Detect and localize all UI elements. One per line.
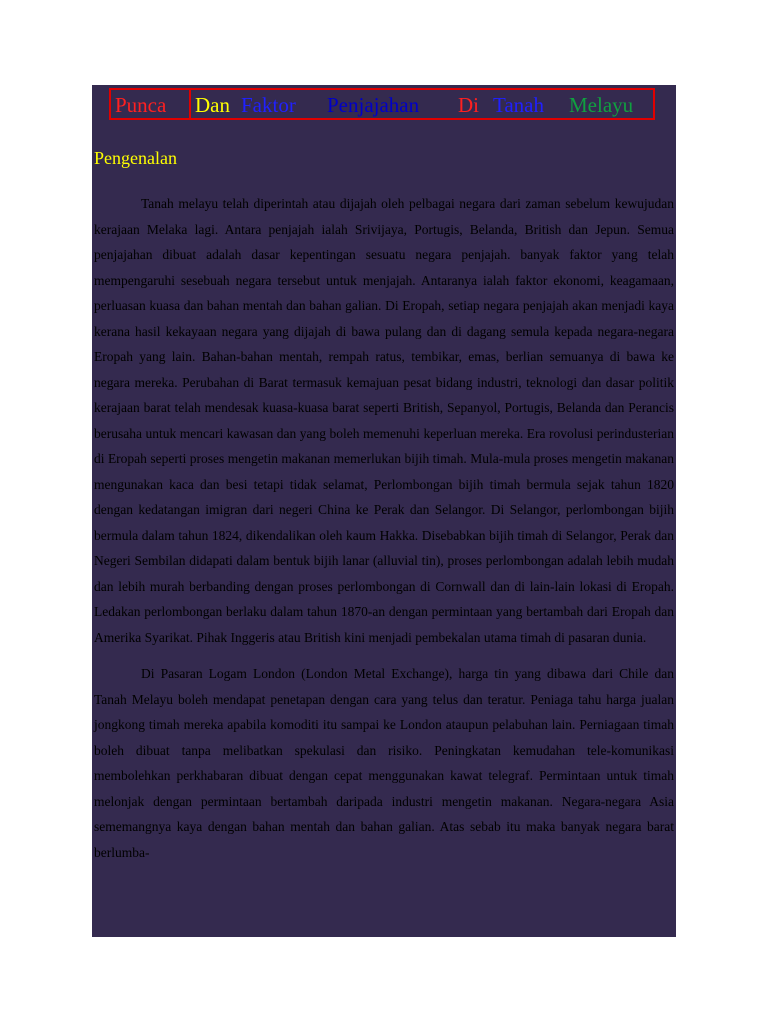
- title-divider: [189, 88, 191, 120]
- title-word-tanah: Tanah: [493, 93, 545, 117]
- document-title: [109, 88, 655, 120]
- title-word-faktor: Faktor: [241, 93, 296, 117]
- paragraph-1: Tanah melayu telah diperintah atau dijajah oleh pelbagai negara dari zaman sebelum kewujudan kerajaan Melaka lagi. Antara penjajah ialah Srivijaya, Portugis, Belanda, British dan Jepun. Semua penjajahan dibuat adalah dasar kepentingan sesuatu negara penjajah. banyak faktor yang telah mempengaruhi sesebuah negara tersebut untuk menjajah. Antaranya ialah faktor ekonomi, keagamaan, perluasan kuasa dan bahan mentah dan bahan galian. Di Eropah, setiap negara penjajah akan menjadi kaya kerana hasil kekayaan negara yang dijajah di bawa pulang dan di dagang semula kepada negara-negara Eropah yang lain. Bahan-bahan mentah, rempah ratus, tembikar, emas, berlian semuanya di bawa ke negara mereka. Perubahan di Barat termasuk kemajuan pesat bidang industri, teknologi dan dasar politik kerajaan barat telah mendesak kuasa-kuasa barat seperti British, Sepanyol, Portugis, Belanda dan Perancis berusaha untuk mencari kawasan dan yang boleh memenuhi keperluan mereka. Era rovolusi perindusterian di Eropah seperti proses mengetin makanan memerlukan bijih timah. Mula-mula proses mengetin makanan mengunakan kaca dan besi tetapi tidak selamat, Perlombongan bijih timah bermula sejak tahun 1820 dengan kedatangan imigran dari negeri China ke Perak dan Selangor. Di Selangor, perlombongan bijih bermula dalam tahun 1824, dikendalikan oleh kaum Hakka. Disebabkan bijih timah di Selangor, Perak dan Negeri Sembilan didapati dalam bentuk bijih lanar (alluvial tin), proses perlombongan adalah lebih mudah dan lebih murah berbanding dengan proses perlombongan di Cornwall dan di lain-lain lokasi di Eropah. Ledakan perlombongan berlaku dalam tahun 1870-an dengan permintaan yang bertambah dari Eropah dan Amerika Syarikat. Pihak Inggeris atau British kini menjadi pembekalan utama timah di pasaran dunia.: [94, 196, 674, 645]
- title-word-penjajahan: Penjajahan: [327, 93, 420, 117]
- section-heading: Pengenalan: [94, 148, 177, 168]
- title-word-melayu: Melayu: [569, 93, 634, 117]
- title-word-di: Di: [458, 93, 479, 117]
- title-word-dan: Dan: [195, 93, 230, 117]
- document-page: [92, 85, 676, 937]
- body-text: [94, 191, 674, 865]
- title-word-punca: Punca: [115, 93, 167, 117]
- paragraph-2: Di Pasaran Logam London (London Metal Exchange), harga tin yang dibawa dari Chile dan Tanah Melayu boleh mendapat penetapan dengan cara yang telus dan teratur. Peniaga tahu harga jualan jongkong timah mereka apabila komoditi itu sampai ke London ataupun pelabuhan lain. Perniagaan timah boleh dibuat tanpa melibatkan spekulasi dan risiko. Peningkatan kemudahan tele-komunikasi membolehkan perkhabaran dibuat dengan cepat menggunakan kawat telegraf. Permintaan untuk timah melonjak dengan permintaan bertambah daripada industri mengetin makanan. Negara-negara Asia sememangnya kaya dengan bahan mentah dan bahan galian. Atas sebab itu maka banyak negara barat berlumba-: [94, 666, 674, 860]
